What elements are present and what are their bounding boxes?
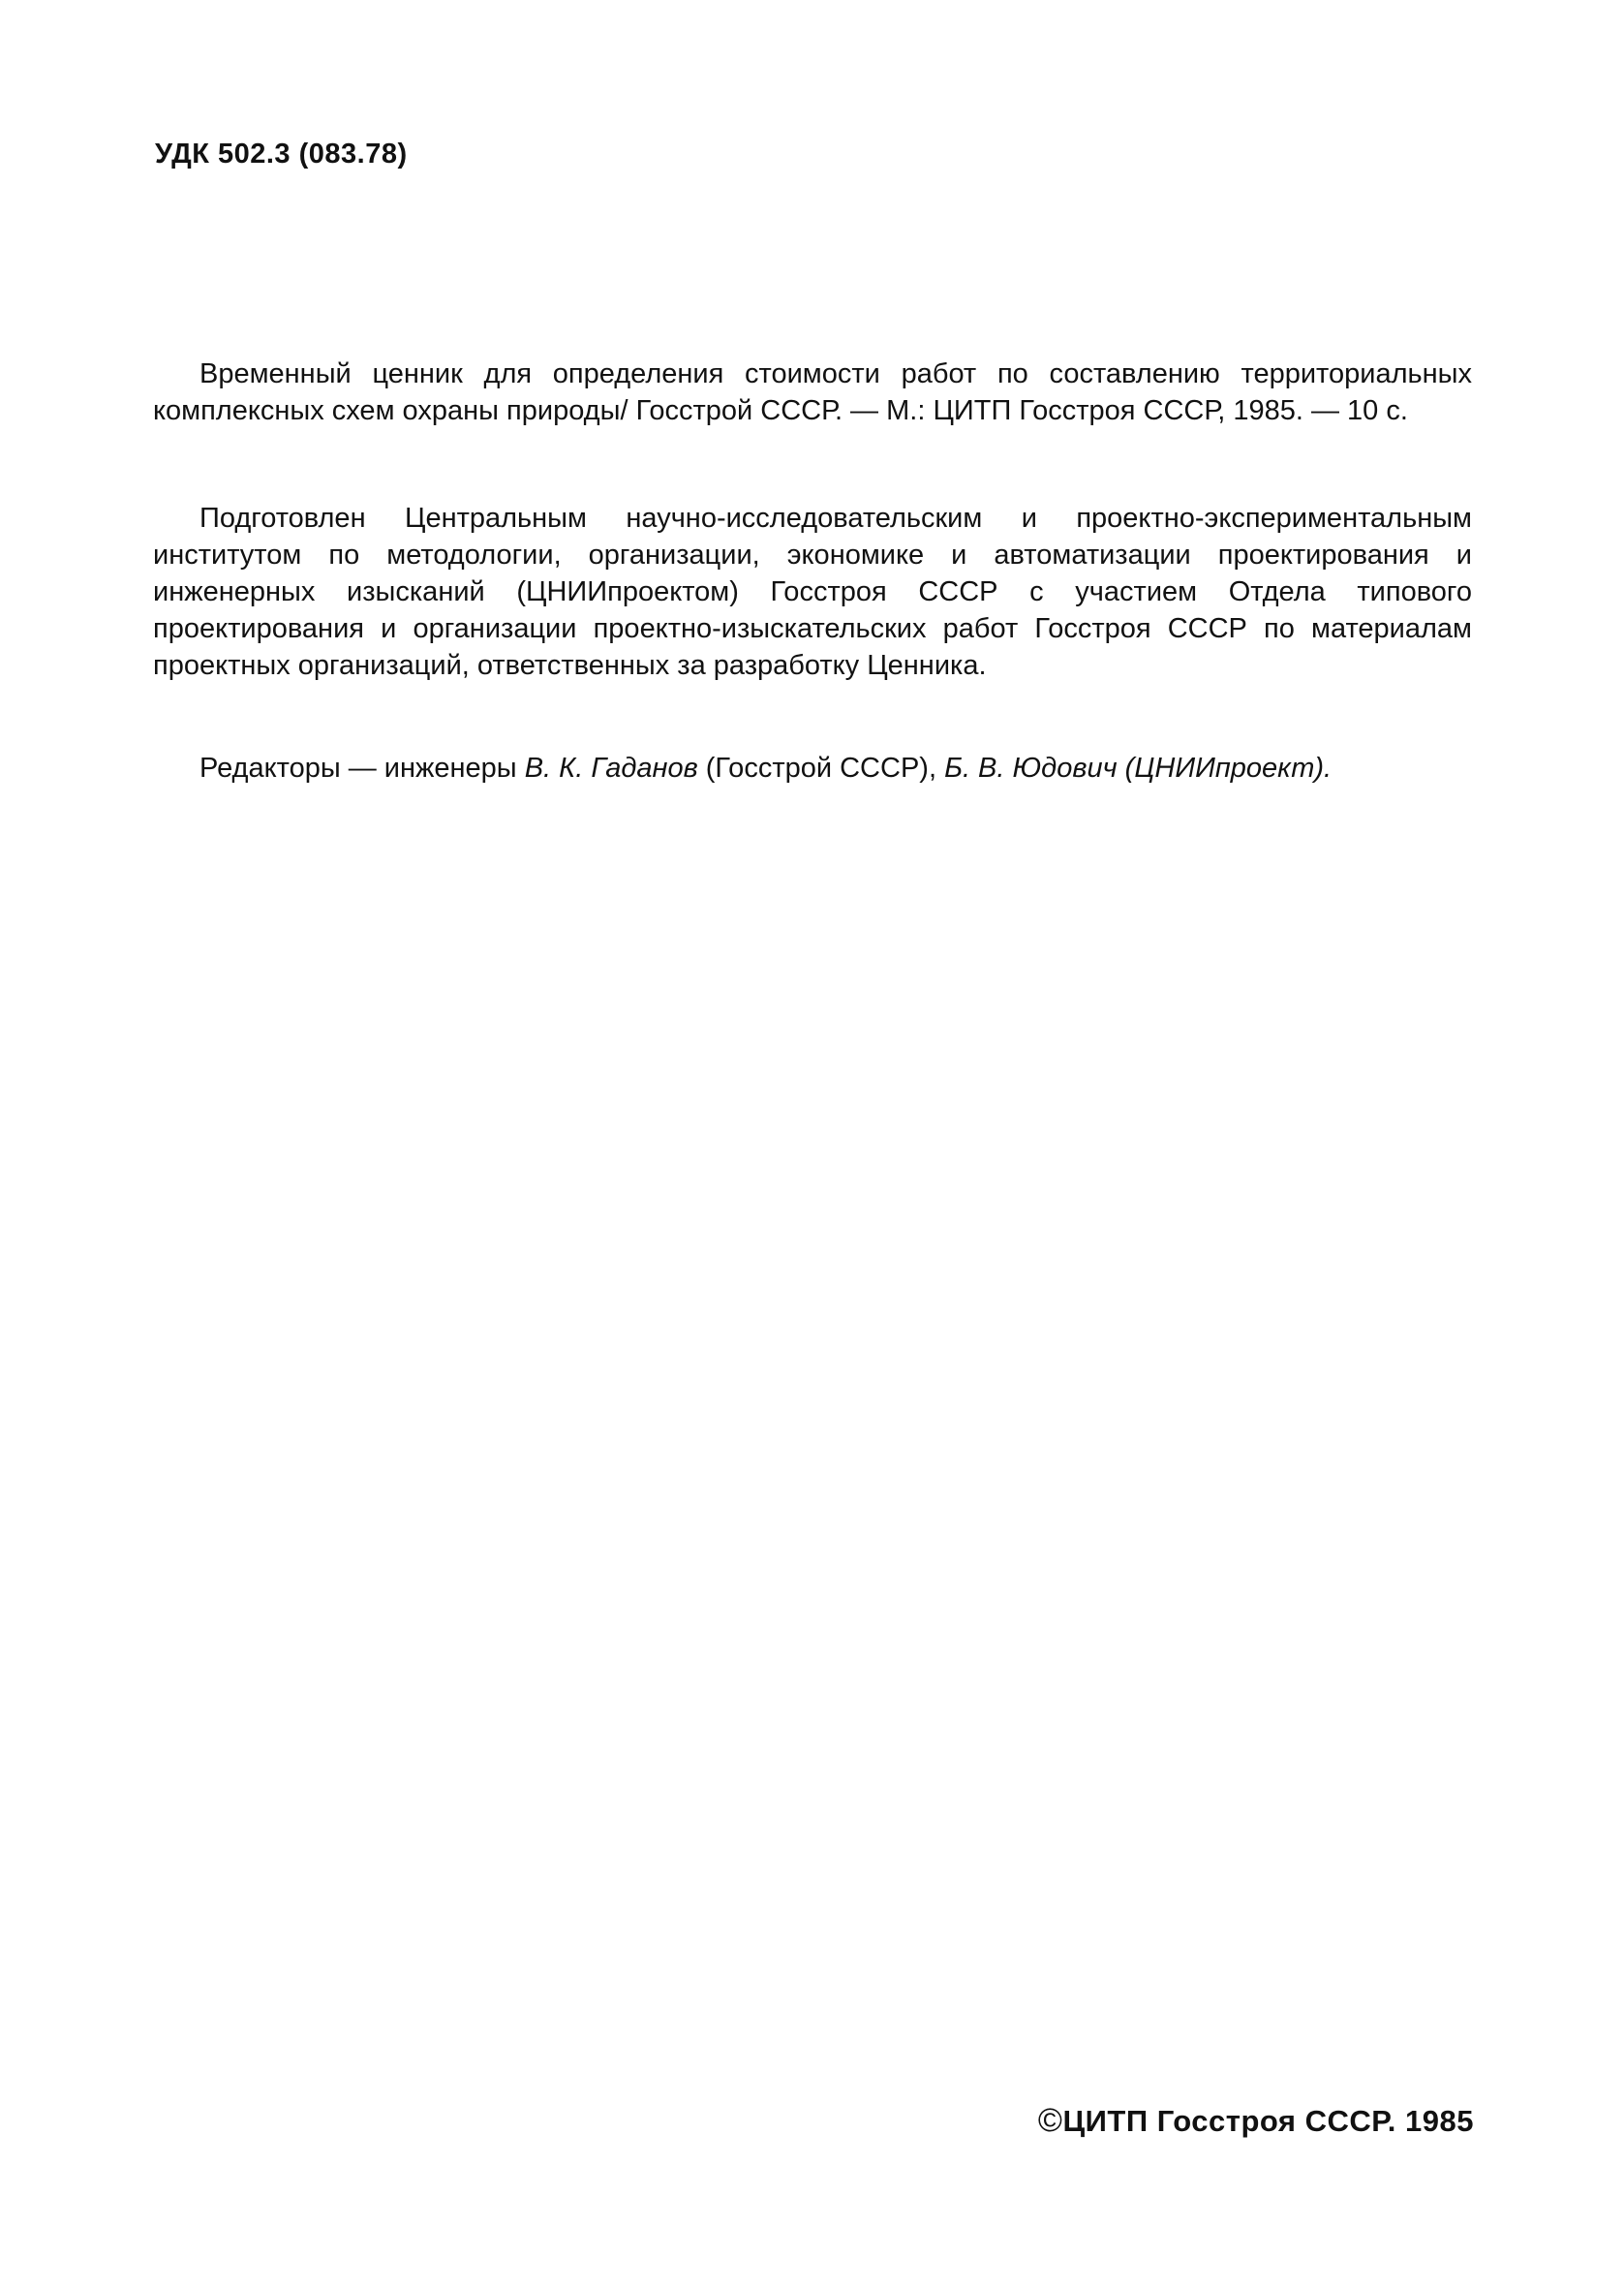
copyright-notice — [1038, 2102, 1474, 2140]
udk-code: УДК 502.3 (083.78) — [155, 139, 408, 170]
copyright-icon: © — [1037, 2102, 1063, 2139]
editor-2-name: Б. В. Юдович — [944, 753, 1118, 784]
editors-prefix: Редакторы — инженеры — [199, 753, 517, 784]
editor-1-name: В. К. Гаданов — [524, 753, 698, 784]
editors-paragraph — [153, 750, 1472, 787]
prepared-by-paragraph: Подготовлен Центральным научно-исследовательским и проектно-экспериментальным институтом по методологии, организации, экономике и автоматизации проектирования и инженерных изысканий (ЦНИИпроектом) Госстроя СССР с участием Отдела типового проектирования и организации проектно-изыскательских работ Госстроя СССР по материалам проектных организаций, ответственных за разработку Ценника. — [153, 503, 1472, 681]
editor-2-org: (ЦНИИпроект). — [1124, 753, 1333, 784]
copyright-text: ЦИТП Госстроя СССР. 1985 — [1062, 2104, 1474, 2138]
editor-1-org: (Госстрой СССР), — [705, 753, 936, 784]
bibliographic-description: Временный ценник для определения стоимости работ по составлению территориальных комплексных схем охраны природы/ Госстрой СССР. — М.: ЦИТП Госстроя СССР, 1985. — 10 с. — [153, 358, 1472, 426]
